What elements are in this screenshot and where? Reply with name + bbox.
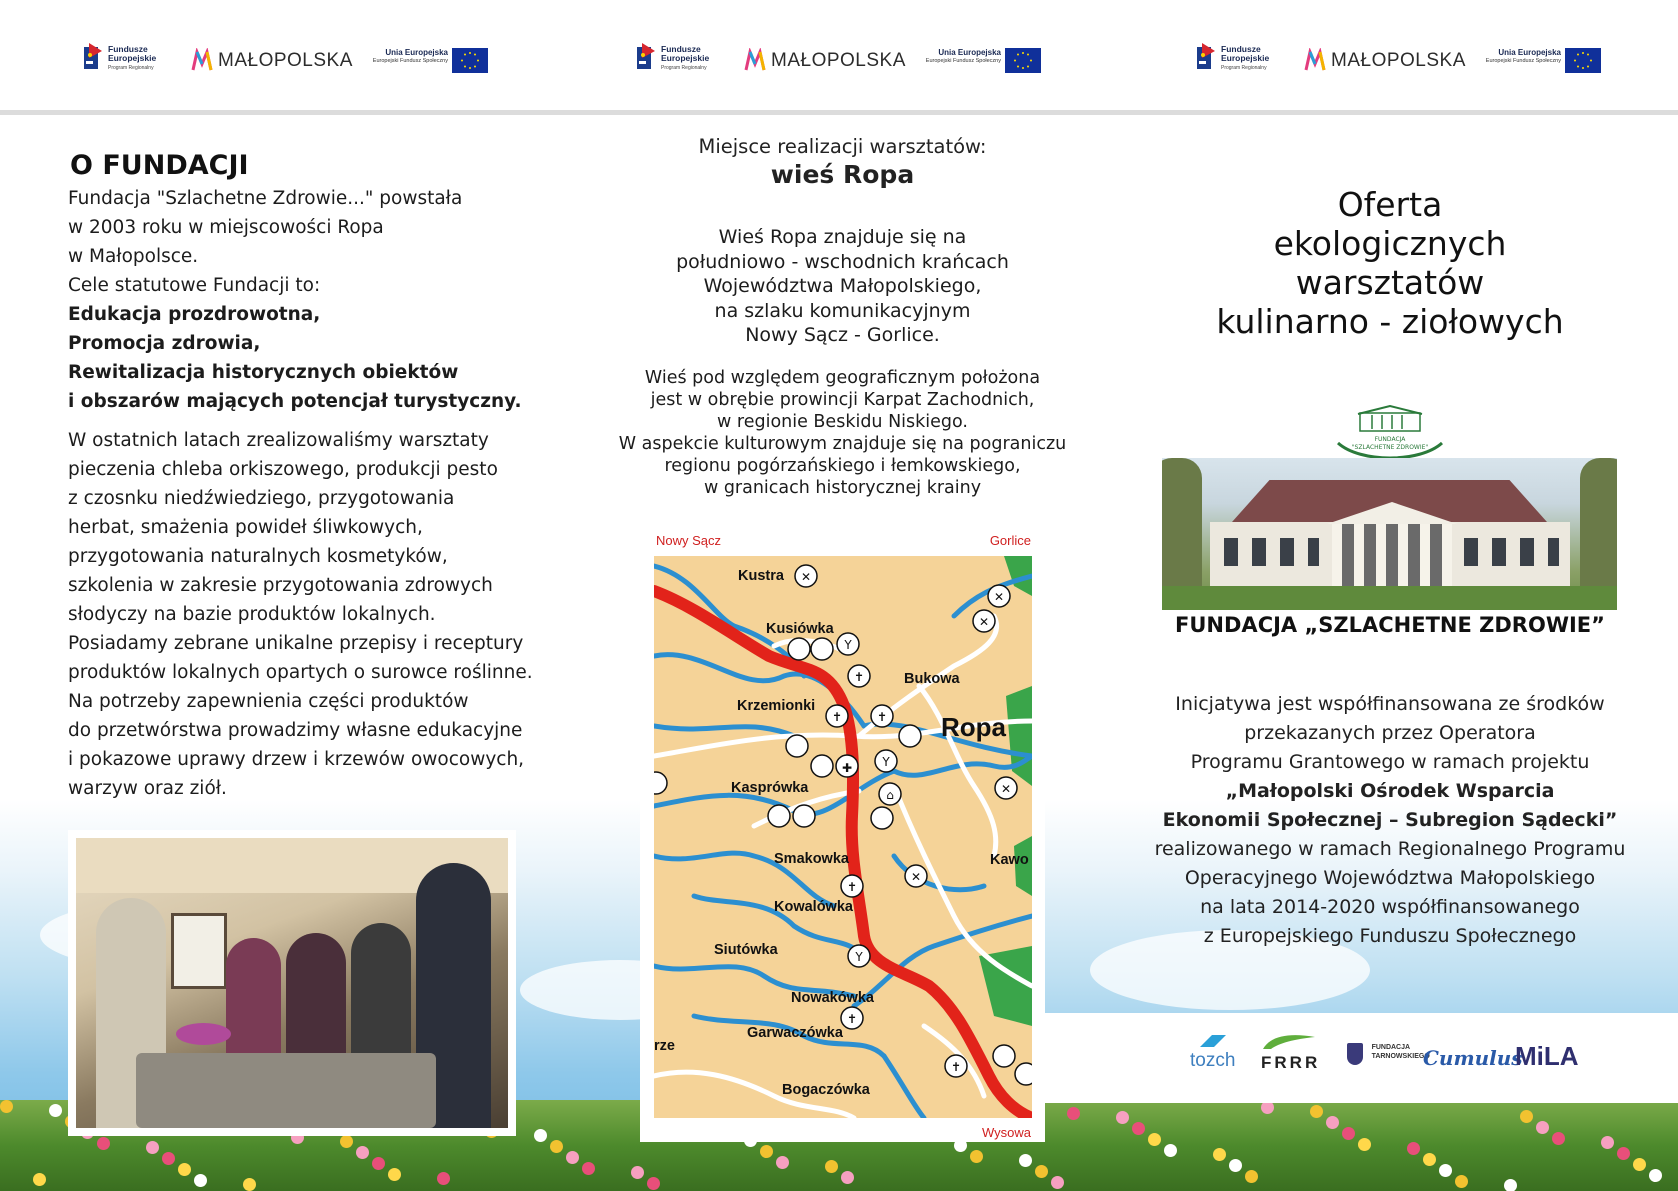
flower [1617,1147,1630,1160]
flower [631,1166,644,1179]
flower [1407,1142,1420,1155]
text-line: przekazanych przez Operatora [1244,722,1536,744]
foundation-logo-line1: FUNDACJA [1374,436,1406,443]
manor-house-photo [1162,458,1617,610]
frrr-mark-icon [1261,1033,1317,1051]
flower [1310,1105,1323,1118]
map-label-gorlice: Gorlice [989,533,1031,548]
church-icon [1015,1063,1032,1085]
text-line: Cele statutowe Fundacji to: [68,275,321,296]
text-line: do przetwórstwa prowadzimy własne edukacyjne [68,720,523,741]
region-map [640,525,1045,1142]
poi-markers [654,565,1032,1085]
flower [566,1151,579,1164]
flower [1148,1133,1161,1146]
tarnowski-line2: TARNOWSKIEGO [1371,1053,1430,1060]
crest-icon [1347,1043,1363,1065]
about-text [68,184,568,803]
home-glyph: ⌂ [886,788,894,802]
venue-title: wieś Ropa [770,160,915,189]
flower [550,1140,563,1153]
mila-text: MiLA [1515,1041,1579,1071]
text-line: z Europejskiego Funduszu Społecznego [1203,925,1577,947]
flower [97,1137,110,1150]
fe-sub: Program Regionalny [661,65,707,71]
flower [49,1104,62,1117]
flower [1326,1116,1339,1129]
text-line: południowo - wschodnich krańcach [676,250,1009,273]
cross-glyph: ✝ [846,880,858,894]
flower [582,1162,595,1175]
title-line: ekologicznych [1273,224,1507,263]
text-line: W ostatnich latach zrealizowaliśmy warsztaty [68,430,489,451]
place-nowakowka: Nowakówka [791,990,874,1006]
manor-windows-left [1224,538,1319,566]
partner-logos [1045,1013,1678,1103]
partner-mila [1515,1041,1579,1072]
fuel-icon [811,638,833,660]
flower [825,1160,838,1173]
text-line: warzyw oraz ziół. [68,778,227,799]
fe-logo-icon [84,43,104,73]
flower [194,1174,207,1187]
flower [1649,1169,1662,1182]
place-kawo: Kawo [990,852,1029,868]
cross-glyph: ✝ [846,1012,858,1026]
workshop-photo-frame [68,830,516,1136]
place-siutowka: Siutówka [714,942,778,958]
flower [1132,1122,1145,1135]
geography-paragraph [590,367,1095,499]
windmill-glyph: ✕ [910,870,922,884]
foundation-logo-line2: "SZLACHETNE ZDROWIE" [1351,444,1429,451]
text-line: Operacyjnego Województwa Małopolskiego [1184,867,1596,889]
windmill-glyph: ✕ [1000,782,1012,796]
text-line: słodyczy na bazie produktów lokalnych. [68,604,436,625]
restaurant-icon [768,805,790,827]
photo-table [136,1053,436,1128]
windmill-glyph: ✕ [993,590,1005,604]
flower [1019,1154,1032,1167]
fe-sub: Program Regionalny [1221,65,1267,71]
place-kowalowka: Kowalówka [774,899,853,915]
eu-flag-icon [1005,48,1041,73]
photo-bowl [176,1023,231,1045]
church-glyph: Y [855,950,863,964]
place-kasprowka: Kasprówka [731,780,809,796]
hotel-icon [993,1045,1015,1067]
place-krzemionki: Krzemionki [737,698,816,714]
church-glyph: Y [844,638,852,652]
place-ropa: Ropa [941,712,1006,742]
text-line: na lata 2014-2020 współfinansowanego [1200,896,1580,918]
workshop-photo [76,838,508,1128]
venue-caption: Miejsce realizacji warsztatów: [698,135,987,158]
partner-frrr [1261,1033,1320,1074]
text-line: przygotowania naturalnych kosmetyków, [68,546,448,567]
cross-glyph: ✝ [950,1060,962,1074]
manor-windows-right [1464,538,1559,566]
ue-sub: Europejski Fundusz Społeczny [925,58,1001,64]
lawn [1162,586,1617,610]
ue-text [356,48,448,66]
fe-logo-text [1221,45,1281,73]
malopolska-text: MAŁOPOLSKA [218,50,353,71]
flower [534,1129,547,1142]
restaurant-icon [788,638,810,660]
text-line: Województwa Małopolskiego, [703,275,982,297]
goal-line: i obszarów mających potencjał turystyczny. [68,391,522,412]
map-drawing [654,556,1032,1118]
text-line: w 2003 roku w miejscowości Ropa [68,217,384,238]
no-entry-icon [654,772,667,794]
malopolska-logo-icon [744,48,766,72]
about-heading: O FUNDACJI [70,150,249,181]
flower [776,1156,789,1169]
goal-line: Promocja zdrowia, [68,333,261,354]
flower [1633,1158,1646,1171]
foundation-name: FUNDACJA „SZLACHETNE ZDROWIE” [1175,613,1605,637]
workshops-paragraph [68,426,568,803]
church-glyph: Y [882,755,890,769]
text-line: Nowy Sącz - Gorlice. [745,324,940,346]
museum-icon [793,805,815,827]
place-kustra: Kustra [738,568,784,584]
text-line: produktów lokalnych opartych o surowce roślinne. [68,662,533,683]
flower [1035,1165,1048,1178]
partner-cumulus [1423,1046,1523,1071]
ue-sub: Europejski Fundusz Społeczny [372,58,448,64]
malopolska-text: MAŁOPOLSKA [771,50,906,71]
fe-logo-icon [1197,43,1217,73]
text-line: Inicjatywa jest współfinansowana ze środków [1175,693,1605,715]
fe-line1: Fundusze [661,44,701,54]
ue-line1: Unia Europejska [938,48,1001,57]
text-line: w granicach historycznej krainy [703,478,982,498]
flower [1504,1179,1517,1191]
location-paragraph [590,225,1095,348]
text-line: w regionie Beskidu Niskiego. [717,412,968,432]
tozch-mark-icon [1198,1033,1228,1049]
text-line: i pokazowe uprawy drzew i krzewów owocowych, [68,749,525,770]
flower [243,1178,256,1191]
flower [841,1171,854,1184]
flower [1116,1111,1129,1124]
fe-sub: Program Regionalny [108,65,154,71]
cross-glyph: ✝ [831,710,843,724]
forest-patch [1006,686,1032,786]
fe-line2: Europejskie [661,53,710,63]
text-line: jest w obrębie prowincji Karpat Zachodnich, [650,390,1035,410]
place-garwaczowka: Garwaczówka [747,1025,843,1041]
text-line: Wieś pod względem geograficznym położona [644,368,1041,388]
text-line: szkolenia w zakresie przygotowania zdrowych [68,575,493,596]
ue-text [1469,48,1561,66]
goal-line: Edukacja prozdrowotna, [68,304,321,325]
about-intro [68,184,568,300]
map-label-nowy-sacz: Nowy Sącz [656,533,722,548]
eu-flag-icon [452,48,488,73]
hospital-glyph: ✚ [841,761,853,775]
flower [1520,1110,1533,1123]
flower [1439,1164,1452,1177]
cross-glyph: ✝ [853,670,865,684]
partner-tozch [1190,1033,1235,1072]
text-line: pieczenia chleba orkiszowego, produkcji pesto [68,459,498,480]
flower [970,1150,983,1163]
flower [1213,1148,1226,1161]
flower [1536,1121,1549,1134]
post-icon [811,755,833,777]
text-line: W aspekcie kulturowym znajduje się na pograniczu [618,434,1067,454]
eu-flag-icon [1565,48,1601,73]
map-label-wysowa: Wysowa [981,1125,1031,1140]
ue-text [909,48,1001,66]
photo-window [171,913,227,989]
text-line: z czosnku niedźwiedziego, przygotowania [68,488,455,509]
offer-title [1150,185,1630,341]
flower [647,1177,660,1190]
text-line: Programu Grantowego w ramach projektu [1190,751,1590,773]
fe-logo-text [661,45,721,73]
text-line: Na potrzeby zapewnienia części produktów [68,691,469,712]
tarnowski-line1: FUNDACJA [1371,1044,1411,1051]
flower [1423,1153,1436,1166]
ue-sub: Europejski Fundusz Społeczny [1485,58,1561,64]
fish-icon [871,807,893,829]
cross-glyph: ✝ [876,710,888,724]
project-line: „Małopolski Ośrodek Wsparcia [1225,780,1555,802]
flower [1455,1175,1468,1188]
text-line: Fundacja "Szlachetne Zdrowie..." powstała [68,188,463,209]
car-icon [899,725,921,747]
text-line: w Małopolsce. [68,246,199,267]
flower [1067,1107,1080,1120]
ue-line1: Unia Europejska [385,48,448,57]
text-line: regionu pogórzańskiego i łemkowskiego, [664,456,1021,476]
flower [33,1173,46,1186]
ue-line1: Unia Europejska [1498,48,1561,57]
text-line: realizowanego w ramach Regionalnego Programu [1154,838,1626,860]
manor-columns [1332,524,1452,588]
flower [1245,1170,1258,1183]
fe-line1: Fundusze [108,44,148,54]
flower [1601,1136,1614,1149]
flower [146,1141,159,1154]
flower [760,1145,773,1158]
title-line: Oferta [1337,185,1443,224]
flower [356,1146,369,1159]
river [884,1056,924,1118]
malopolska-logo-icon [191,48,213,72]
malopolska-logo-icon [1304,48,1326,72]
text-line: na szlaku komunikacyjnym [714,299,971,322]
map-area [654,556,1032,1118]
project-line: Ekonomii Społecznej – Subregion Sądecki” [1162,809,1618,831]
windmill-glyph: ✕ [978,615,990,629]
text-line: herbat, smażenia powideł śliwkowych, [68,517,423,538]
place-rze: rze [654,1038,675,1054]
flower [1358,1138,1371,1151]
flower [372,1157,385,1170]
tozch-text: tozch [1190,1050,1236,1071]
flower [178,1163,191,1176]
fe-logo-text [108,45,168,73]
title-line: warsztatów [1295,263,1485,302]
goal-line: Rewitalizacja historycznych obiektów [68,362,459,383]
bridge-icon [786,735,808,757]
malopolska-text: MAŁOPOLSKA [1331,50,1466,71]
fe-line1: Fundusze [1221,44,1261,54]
place-bogaczowka: Bogaczówka [782,1082,870,1098]
fe-line2: Europejskie [1221,53,1270,63]
flower [437,1172,450,1185]
fe-logo-icon [637,43,657,73]
frrr-text: FRRR [1261,1053,1321,1072]
foundation-logo-icon [1330,405,1450,465]
flower [1342,1127,1355,1140]
text-line: Wieś Ropa znajduje się na [718,226,967,248]
place-kusiowka: Kusiówka [766,621,834,637]
flower [162,1152,175,1165]
river [654,726,794,736]
statutory-goals [68,300,568,416]
place-smakowka: Smakowka [774,851,849,867]
flower [1051,1176,1064,1189]
flower [1229,1159,1242,1172]
windmill-glyph: ✕ [800,570,812,584]
tarnowski-text [1372,1043,1430,1061]
fe-line2: Europejskie [108,53,157,63]
text-line: Posiadamy zebrane unikalne przepisy i receptury [68,633,524,654]
flower [1552,1132,1565,1145]
funding-info [1150,690,1630,951]
cumulus-text: Cumulus [1423,1046,1523,1070]
flower [388,1168,401,1181]
flower [0,1100,13,1113]
flower [340,1135,353,1148]
flower [1164,1144,1177,1157]
place-bukowa: Bukowa [904,671,960,687]
partner-fundacja-tarnowskiego [1347,1043,1430,1066]
title-line: kulinarno - ziołowych [1216,302,1564,341]
